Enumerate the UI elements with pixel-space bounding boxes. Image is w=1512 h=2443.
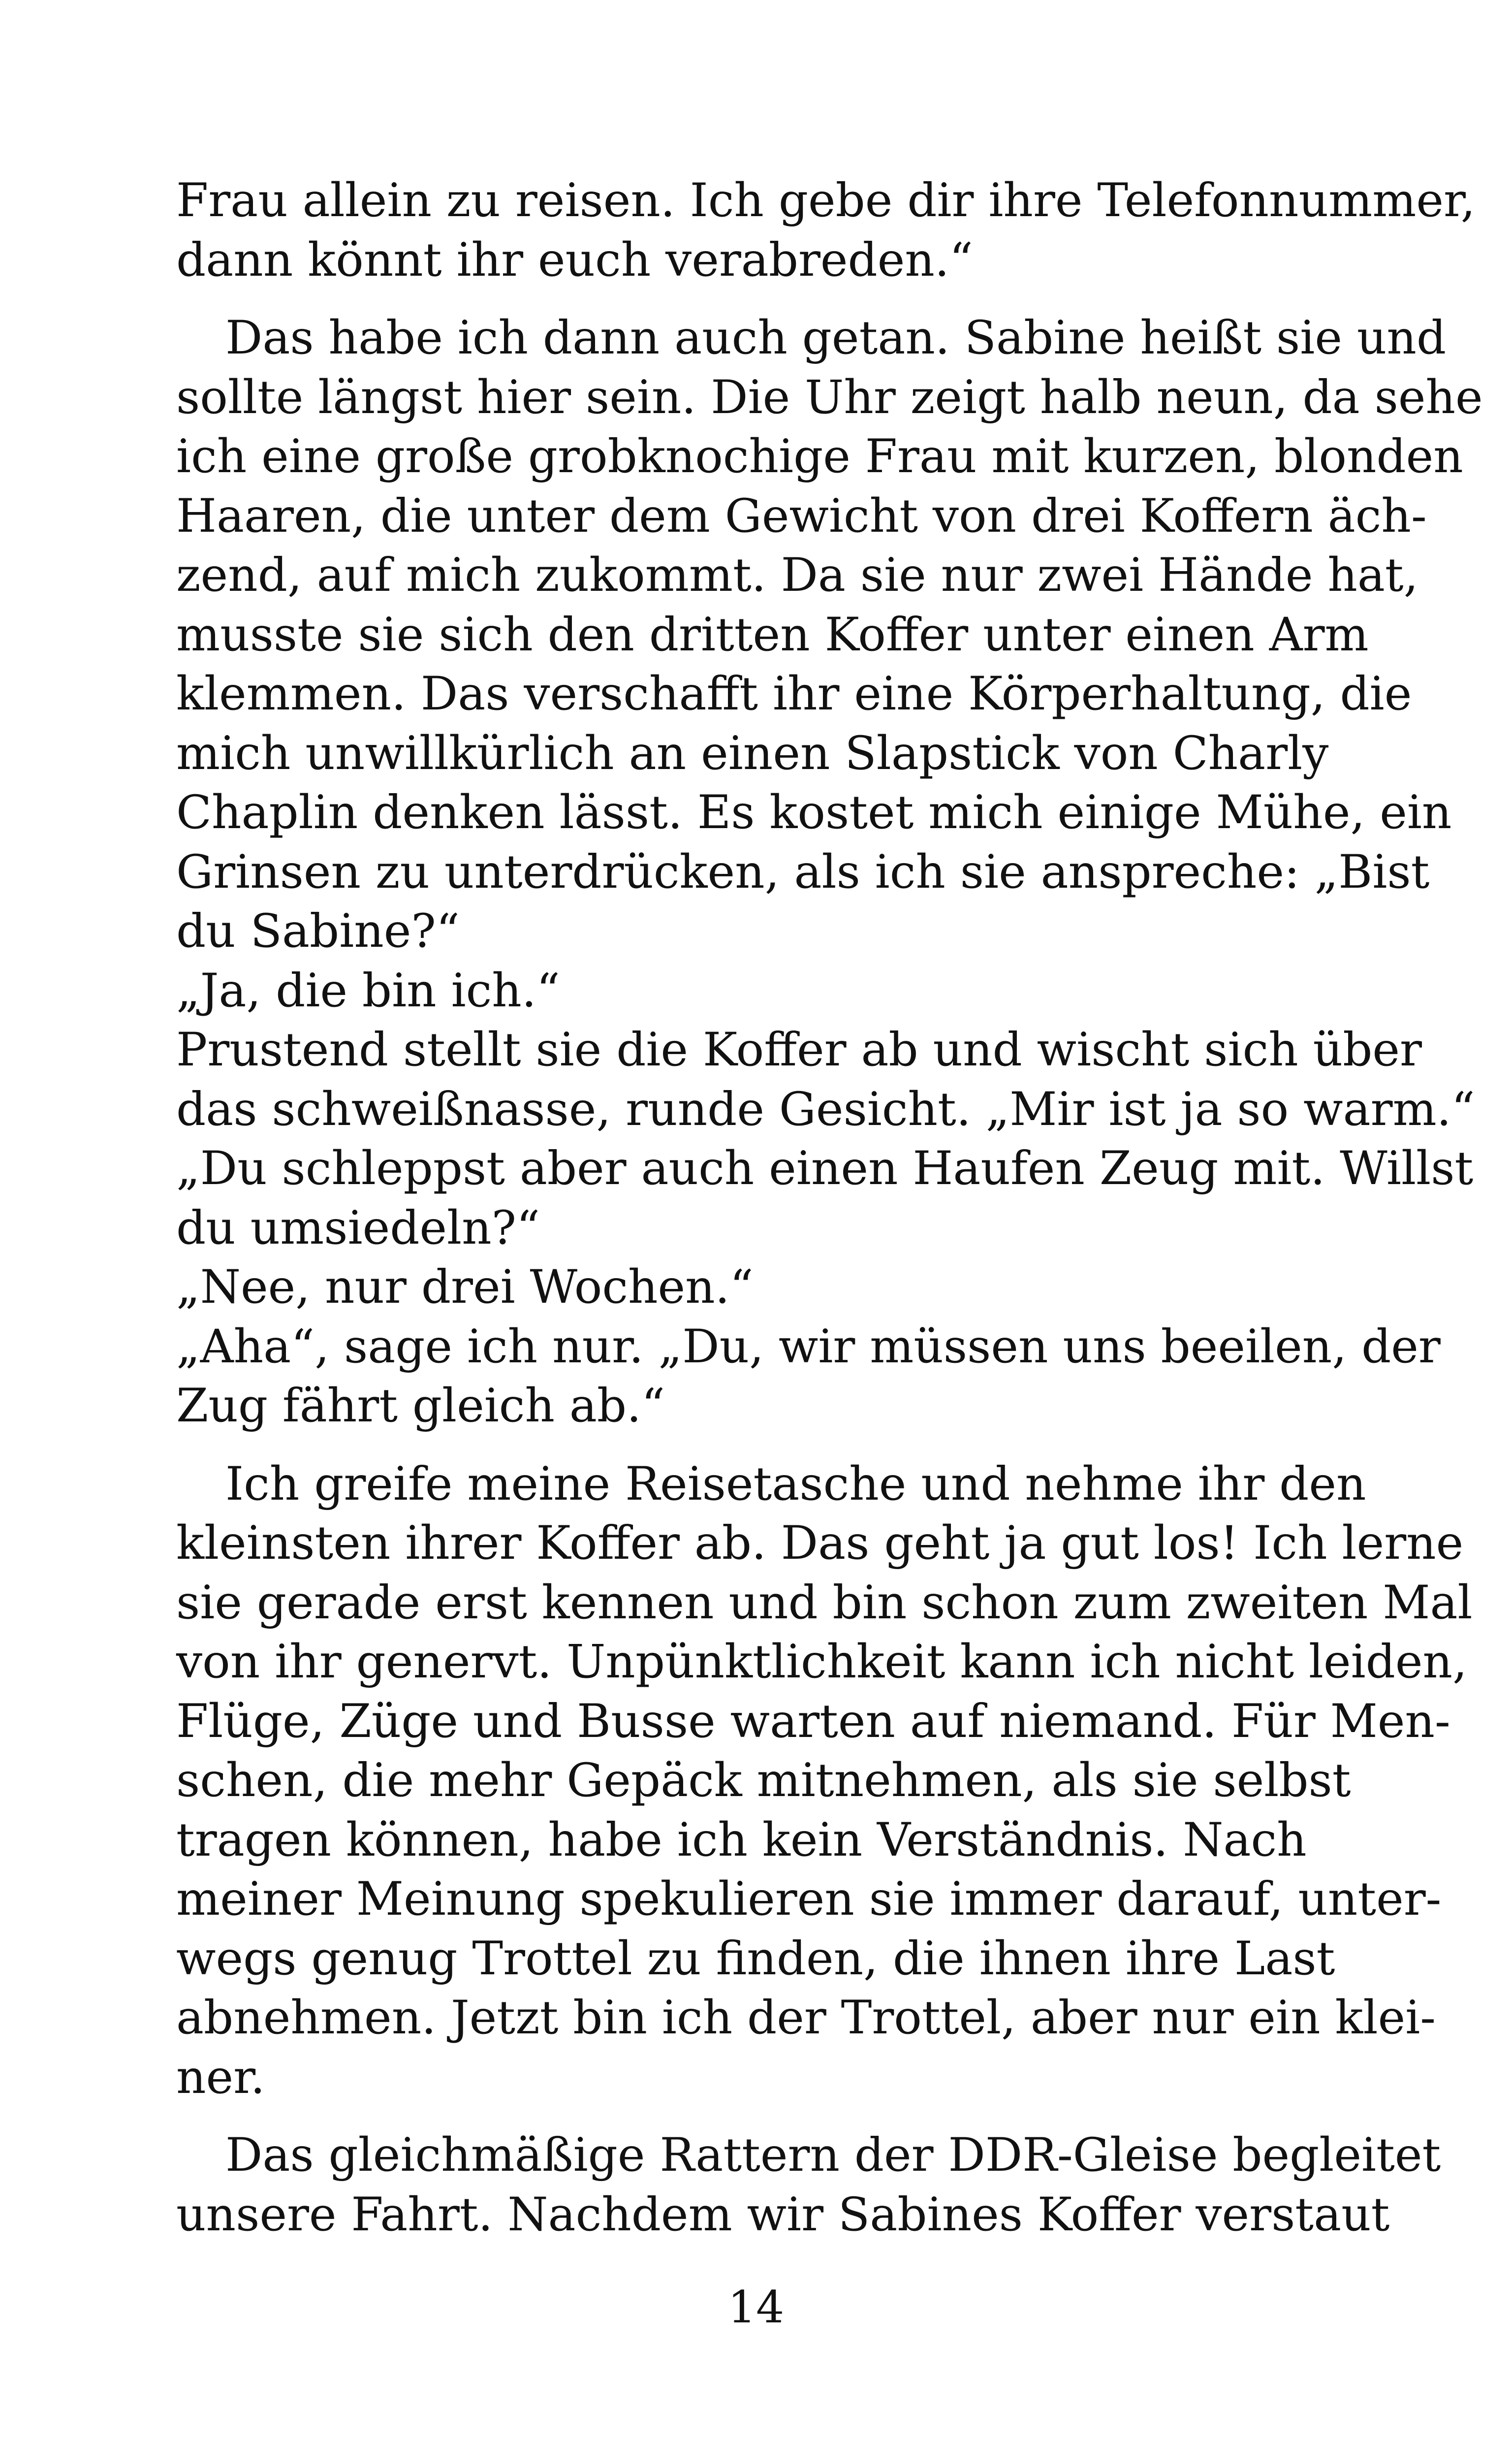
paragraph bbox=[176, 962, 1295, 1021]
page-number: 14 bbox=[727, 2282, 785, 2333]
text-line: Prustend stellt sie die Koffer ab und wischt sich über bbox=[176, 1023, 1422, 1077]
paragraph bbox=[176, 1139, 1474, 1258]
paragraph bbox=[176, 2126, 1441, 2245]
text-line: unsere Fahrt. Nachdem wir Sabines Koffer verstaut bbox=[176, 2187, 1390, 2242]
text-line: musste sie sich den dritten Koffer unter einen Arm bbox=[176, 608, 1369, 662]
text-line: Haaren, die unter dem Gewicht von drei Koffern äch- bbox=[176, 489, 1427, 543]
paragraph-spacing bbox=[176, 1436, 1295, 1455]
text-line: klemmen. Das verschafft ihr eine Körperhaltung, die bbox=[176, 667, 1412, 721]
body-text bbox=[176, 171, 1483, 2245]
text-line: dann könnt ihr euch verabreden.“ bbox=[176, 233, 973, 287]
text-line: Flüge, Züge und Busse warten auf niemand. Für Men- bbox=[176, 1694, 1450, 1748]
text-line: „Aha“, sage ich nur. „Du, wir müssen uns beeilen, der bbox=[176, 1319, 1441, 1374]
text-line: kleinsten ihrer Koffer ab. Das geht ja gut los! Ich lerne bbox=[176, 1516, 1464, 1570]
text-line: das schweißnasse, runde Gesicht. „Mir ist ja so warm.“ bbox=[176, 1082, 1475, 1136]
text-line: Zug fährt gleich ab.“ bbox=[176, 1379, 665, 1433]
text-line: wegs genug Trottel zu finden, die ihnen ihre Last bbox=[176, 1931, 1335, 1986]
text-line: „Nee, nur drei Wochen.“ bbox=[176, 1260, 754, 1314]
text-line: Das gleichmäßige Rattern der DDR-Gleise begleitet bbox=[225, 2128, 1441, 2182]
paragraph bbox=[176, 1258, 1295, 1318]
text-line: du umsiedeln?“ bbox=[176, 1201, 540, 1255]
text-line: ich eine große grobknochige Frau mit kurzen, blonden bbox=[176, 430, 1463, 483]
text-line: Das habe ich dann auch getan. Sabine heißt sie und bbox=[225, 311, 1447, 365]
text-line: Grinsen zu unterdrücken, als ich sie anspreche: „Bist bbox=[176, 845, 1430, 899]
text-line: schen, die mehr Gepäck mitnehmen, als sie selbst bbox=[176, 1754, 1351, 1807]
text-line: mich unwillkürlich an einen Slapstick von Charly bbox=[176, 726, 1329, 780]
paragraph bbox=[176, 1318, 1441, 1436]
paragraph bbox=[176, 1021, 1475, 1139]
paragraph bbox=[176, 309, 1483, 962]
text-line: Frau allein zu reisen. Ich gebe dir ihre Telefonnummer, bbox=[176, 174, 1476, 227]
text-line: du Sabine?“ bbox=[176, 904, 460, 958]
text-line: tragen können, habe ich kein Verständnis. Nach bbox=[176, 1813, 1307, 1867]
text-line: ner. bbox=[176, 2050, 265, 2104]
paragraph-spacing bbox=[176, 290, 1295, 309]
text-line: abnehmen. Jetzt bin ich der Trottel, aber nur ein klei- bbox=[176, 1991, 1436, 2045]
text-line: meiner Meinung spekulieren sie immer darauf, unter- bbox=[176, 1872, 1442, 1926]
paragraph-spacing bbox=[176, 2107, 1295, 2126]
text-line: „Ja, die bin ich.“ bbox=[176, 964, 560, 1018]
text-line: Chaplin denken lässt. Es kostet mich einige Mühe, ein bbox=[176, 786, 1452, 839]
text-line: „Du schleppst aber auch einen Haufen Zeug mit. Willst bbox=[176, 1142, 1474, 1195]
text-line: sie gerade erst kennen und bin schon zum zweiten Mal bbox=[176, 1575, 1473, 1630]
paragraph bbox=[176, 1455, 1473, 2108]
text-line: sollte längst hier sein. Die Uhr zeigt halb neun, da sehe bbox=[176, 370, 1483, 424]
text-line: Ich greife meine Reisetasche und nehme ihr den bbox=[225, 1457, 1366, 1511]
text-line: von ihr genervt. Unpünktlichkeit kann ich nicht leiden, bbox=[176, 1635, 1467, 1689]
text-line: zend, auf mich zukommt. Da sie nur zwei Hände hat, bbox=[176, 548, 1418, 602]
paragraph bbox=[176, 171, 1476, 290]
